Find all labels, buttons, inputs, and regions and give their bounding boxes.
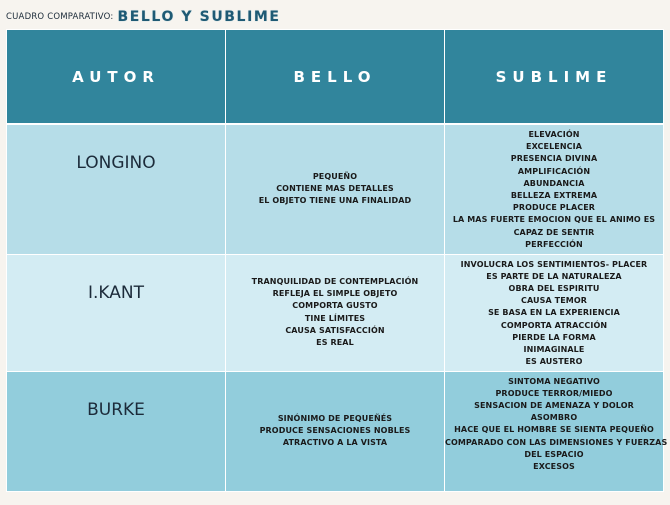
- sublime-line: SENSACION DE AMENAZA Y DOLOR: [474, 400, 634, 410]
- sublime-line: COMPARADO CON LAS DIMENSIONES Y FUERZAS: [445, 437, 668, 447]
- bello-cell: [226, 254, 445, 371]
- comparison-table: [6, 29, 668, 492]
- column-header-autor: AUTOR: [7, 30, 226, 125]
- sublime-line: DEL ESPACIO: [524, 449, 584, 459]
- table-header-row: [7, 30, 664, 125]
- document-header: [6, 6, 281, 28]
- header-prefix: CUADRO COMPARATIVO:: [6, 12, 114, 22]
- sublime-line: EXCESOS: [533, 461, 575, 471]
- table-row-burke: [7, 371, 664, 491]
- sublime-line: SINTOMA NEGATIVO: [508, 376, 600, 386]
- sublime-line: PRODUCE TERROR/MIEDO: [495, 388, 613, 398]
- sublime-line: BELLEZA EXTREMA: [510, 191, 598, 201]
- bello-line: PEQUEÑO: [312, 171, 358, 181]
- bello-line: ATRACTIVO A LA VISTA: [282, 438, 388, 448]
- bello-line: TINE LÍMITES: [304, 313, 366, 323]
- sublime-line: COMPORTA ATRACCIÓN: [500, 320, 608, 330]
- page-title: BELLO Y SUBLIME: [117, 9, 281, 25]
- sublime-line: ASOMBRO: [530, 413, 578, 423]
- bello-line: COMPORTA GUSTO: [292, 301, 378, 311]
- sublime-line: INVOLUCRA LOS SENTIMIENTOS- PLACER: [460, 259, 648, 269]
- bello-line: TRANQUILIDAD DE CONTEMPLACIÓN: [251, 276, 419, 286]
- table-row-longino: [7, 124, 664, 254]
- bello-cell: [226, 371, 445, 491]
- bello-line: PRODUCE SENSACIONES NOBLES: [259, 425, 411, 435]
- bello-line: ES REAL: [316, 337, 354, 347]
- bello-line: CAUSA SATISFACCIÓN: [285, 325, 385, 335]
- column-header-bello: BELLO: [226, 30, 445, 125]
- sublime-line: HACE QUE EL HOMBRE SE SIENTA PEQUEÑO: [454, 425, 654, 435]
- author-cell: [7, 124, 226, 254]
- table-row-kant: [7, 254, 664, 371]
- bello-cell: [226, 124, 445, 254]
- sublime-line: ELEVACIÓN: [528, 130, 580, 139]
- column-header-sublime: SUBLIME: [445, 30, 664, 125]
- bello-line: CONTIENE MAS DETALLES: [276, 184, 394, 194]
- author-name: BURKE: [87, 399, 145, 420]
- sublime-line: PERFECCIÓN: [525, 239, 583, 249]
- author-name: I.KANT: [88, 282, 144, 303]
- sublime-line: ES AUSTERO: [525, 357, 583, 367]
- sublime-line: ABUNDANCIA: [523, 178, 585, 188]
- sublime-line: PIERDE LA FORMA: [512, 332, 596, 342]
- sublime-line: EXCELENCIA: [526, 142, 582, 152]
- sublime-cell: [445, 124, 664, 254]
- bello-line: REFLEJA EL SIMPLE OBJETO: [272, 289, 398, 299]
- sublime-cell: [445, 371, 668, 491]
- sublime-cell: [445, 254, 664, 371]
- sublime-line: SE BASA EN LA EXPERIENCIA: [488, 308, 620, 318]
- sublime-line: CAPAZ DE SENTIR: [513, 227, 595, 237]
- sublime-line: PRESENCIA DIVINA: [510, 154, 598, 164]
- comparison-table-container: [6, 29, 668, 489]
- sublime-line: OBRA DEL ESPIRITU: [508, 283, 600, 293]
- author-name: LONGINO: [76, 153, 156, 173]
- sublime-line: INIMAGINALE: [523, 344, 585, 354]
- bello-line: EL OBJETO TIENE UNA FINALIDAD: [258, 196, 412, 206]
- author-cell: [7, 254, 226, 371]
- sublime-line: LA MAS FUERTE EMOCION QUE EL ANIMO ES: [452, 215, 656, 225]
- sublime-line: CAUSA TEMOR: [521, 296, 587, 306]
- sublime-line: ES PARTE DE LA NATURALEZA: [486, 271, 622, 281]
- author-cell: [7, 371, 226, 491]
- sublime-line: PRODUCE PLACER: [512, 203, 596, 213]
- sublime-line: AMPLIFICACIÓN: [517, 166, 591, 176]
- bello-line: SINÓNIMO DE PEQUEÑÉS: [277, 413, 393, 423]
